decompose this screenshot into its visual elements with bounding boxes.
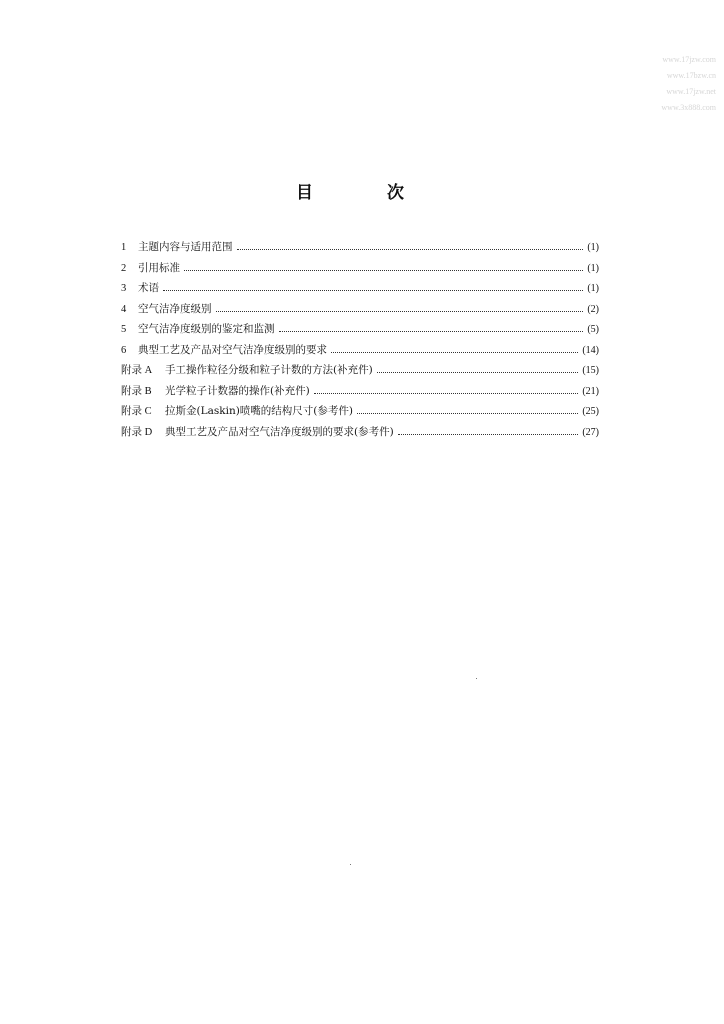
toc-entry-title: 术语 <box>138 282 159 294</box>
toc-entry-page: (15) <box>582 365 599 376</box>
toc-entry-page: (1) <box>587 283 599 294</box>
toc-entry-page: (27) <box>582 426 599 438</box>
toc-entry-number: 1 <box>121 242 127 253</box>
dot-leader <box>163 290 583 291</box>
scan-speck <box>350 864 351 865</box>
toc-entry-number: 6 <box>121 344 127 356</box>
toc-entry-title: 空气洁净度级别的鉴定和监测 <box>138 323 275 335</box>
watermark-line: www.17jzw.com <box>662 55 716 64</box>
toc-entry <box>121 424 599 445</box>
toc-entry-page: (5) <box>587 324 599 335</box>
toc-entry-title: 典型工艺及产品对空气洁净度级别的要求(参考件) <box>165 425 394 438</box>
scan-speck <box>476 678 477 679</box>
dot-leader <box>184 270 583 271</box>
watermark-line: www.17bzw.cn <box>666 71 716 80</box>
toc-entry <box>121 342 599 363</box>
toc-entry-title: 引用标准 <box>138 261 180 274</box>
toc-entry-title: 光学粒子计数器的操作(补充件) <box>165 384 310 397</box>
toc-entry <box>121 362 599 383</box>
toc-entry-page: (21) <box>582 385 599 397</box>
toc-entry-title: 典型工艺及产品对空气洁净度级别的要求 <box>138 343 327 356</box>
toc-entry <box>121 280 599 301</box>
toc-entry-number: 附录 D <box>121 426 153 438</box>
toc-entry-title: 拉斯金(Laskin)喷嘴的结构尺寸(参考件) <box>165 405 353 417</box>
toc-entry <box>121 403 599 424</box>
toc-entry <box>121 383 599 404</box>
toc-entry-title: 空气洁净度级别 <box>138 302 212 315</box>
toc-entry-page: (1) <box>587 262 599 274</box>
toc-entry-page: (25) <box>582 406 599 417</box>
toc-entry-number: 3 <box>121 283 127 294</box>
page-title: 目 次 <box>296 183 438 203</box>
toc-entry-number: 附录 C <box>121 406 152 417</box>
dot-leader <box>398 434 579 435</box>
toc-entry <box>121 301 599 322</box>
dot-leader <box>357 413 578 414</box>
dot-leader <box>314 393 579 394</box>
toc-entry-number: 附录 B <box>121 385 152 397</box>
dot-leader <box>279 331 584 332</box>
toc-entry-page: (1) <box>587 242 599 253</box>
watermark-line: www.3x888.com <box>661 103 716 112</box>
toc-entry-title: 主题内容与适用范围 <box>138 241 233 253</box>
dot-leader <box>377 372 579 373</box>
toc-entry-number: 5 <box>121 324 127 335</box>
toc-entry-page: (14) <box>582 344 599 356</box>
toc-entry <box>121 260 599 281</box>
toc-entry-number: 4 <box>121 303 127 315</box>
watermark <box>634 52 716 116</box>
toc-entry <box>121 239 599 260</box>
dot-leader <box>237 249 584 250</box>
toc-entry-title: 手工操作粒径分级和粒子计数的方法(补充件) <box>165 364 373 376</box>
dot-leader <box>331 352 578 353</box>
toc-entry-number: 2 <box>121 262 127 274</box>
toc-entry <box>121 321 599 342</box>
toc-entry-page: (2) <box>587 303 599 315</box>
watermark-line: www.17jzw.net <box>666 87 716 96</box>
table-of-contents <box>121 239 599 444</box>
dot-leader <box>216 311 584 312</box>
toc-entry-number: 附录 A <box>121 365 153 376</box>
